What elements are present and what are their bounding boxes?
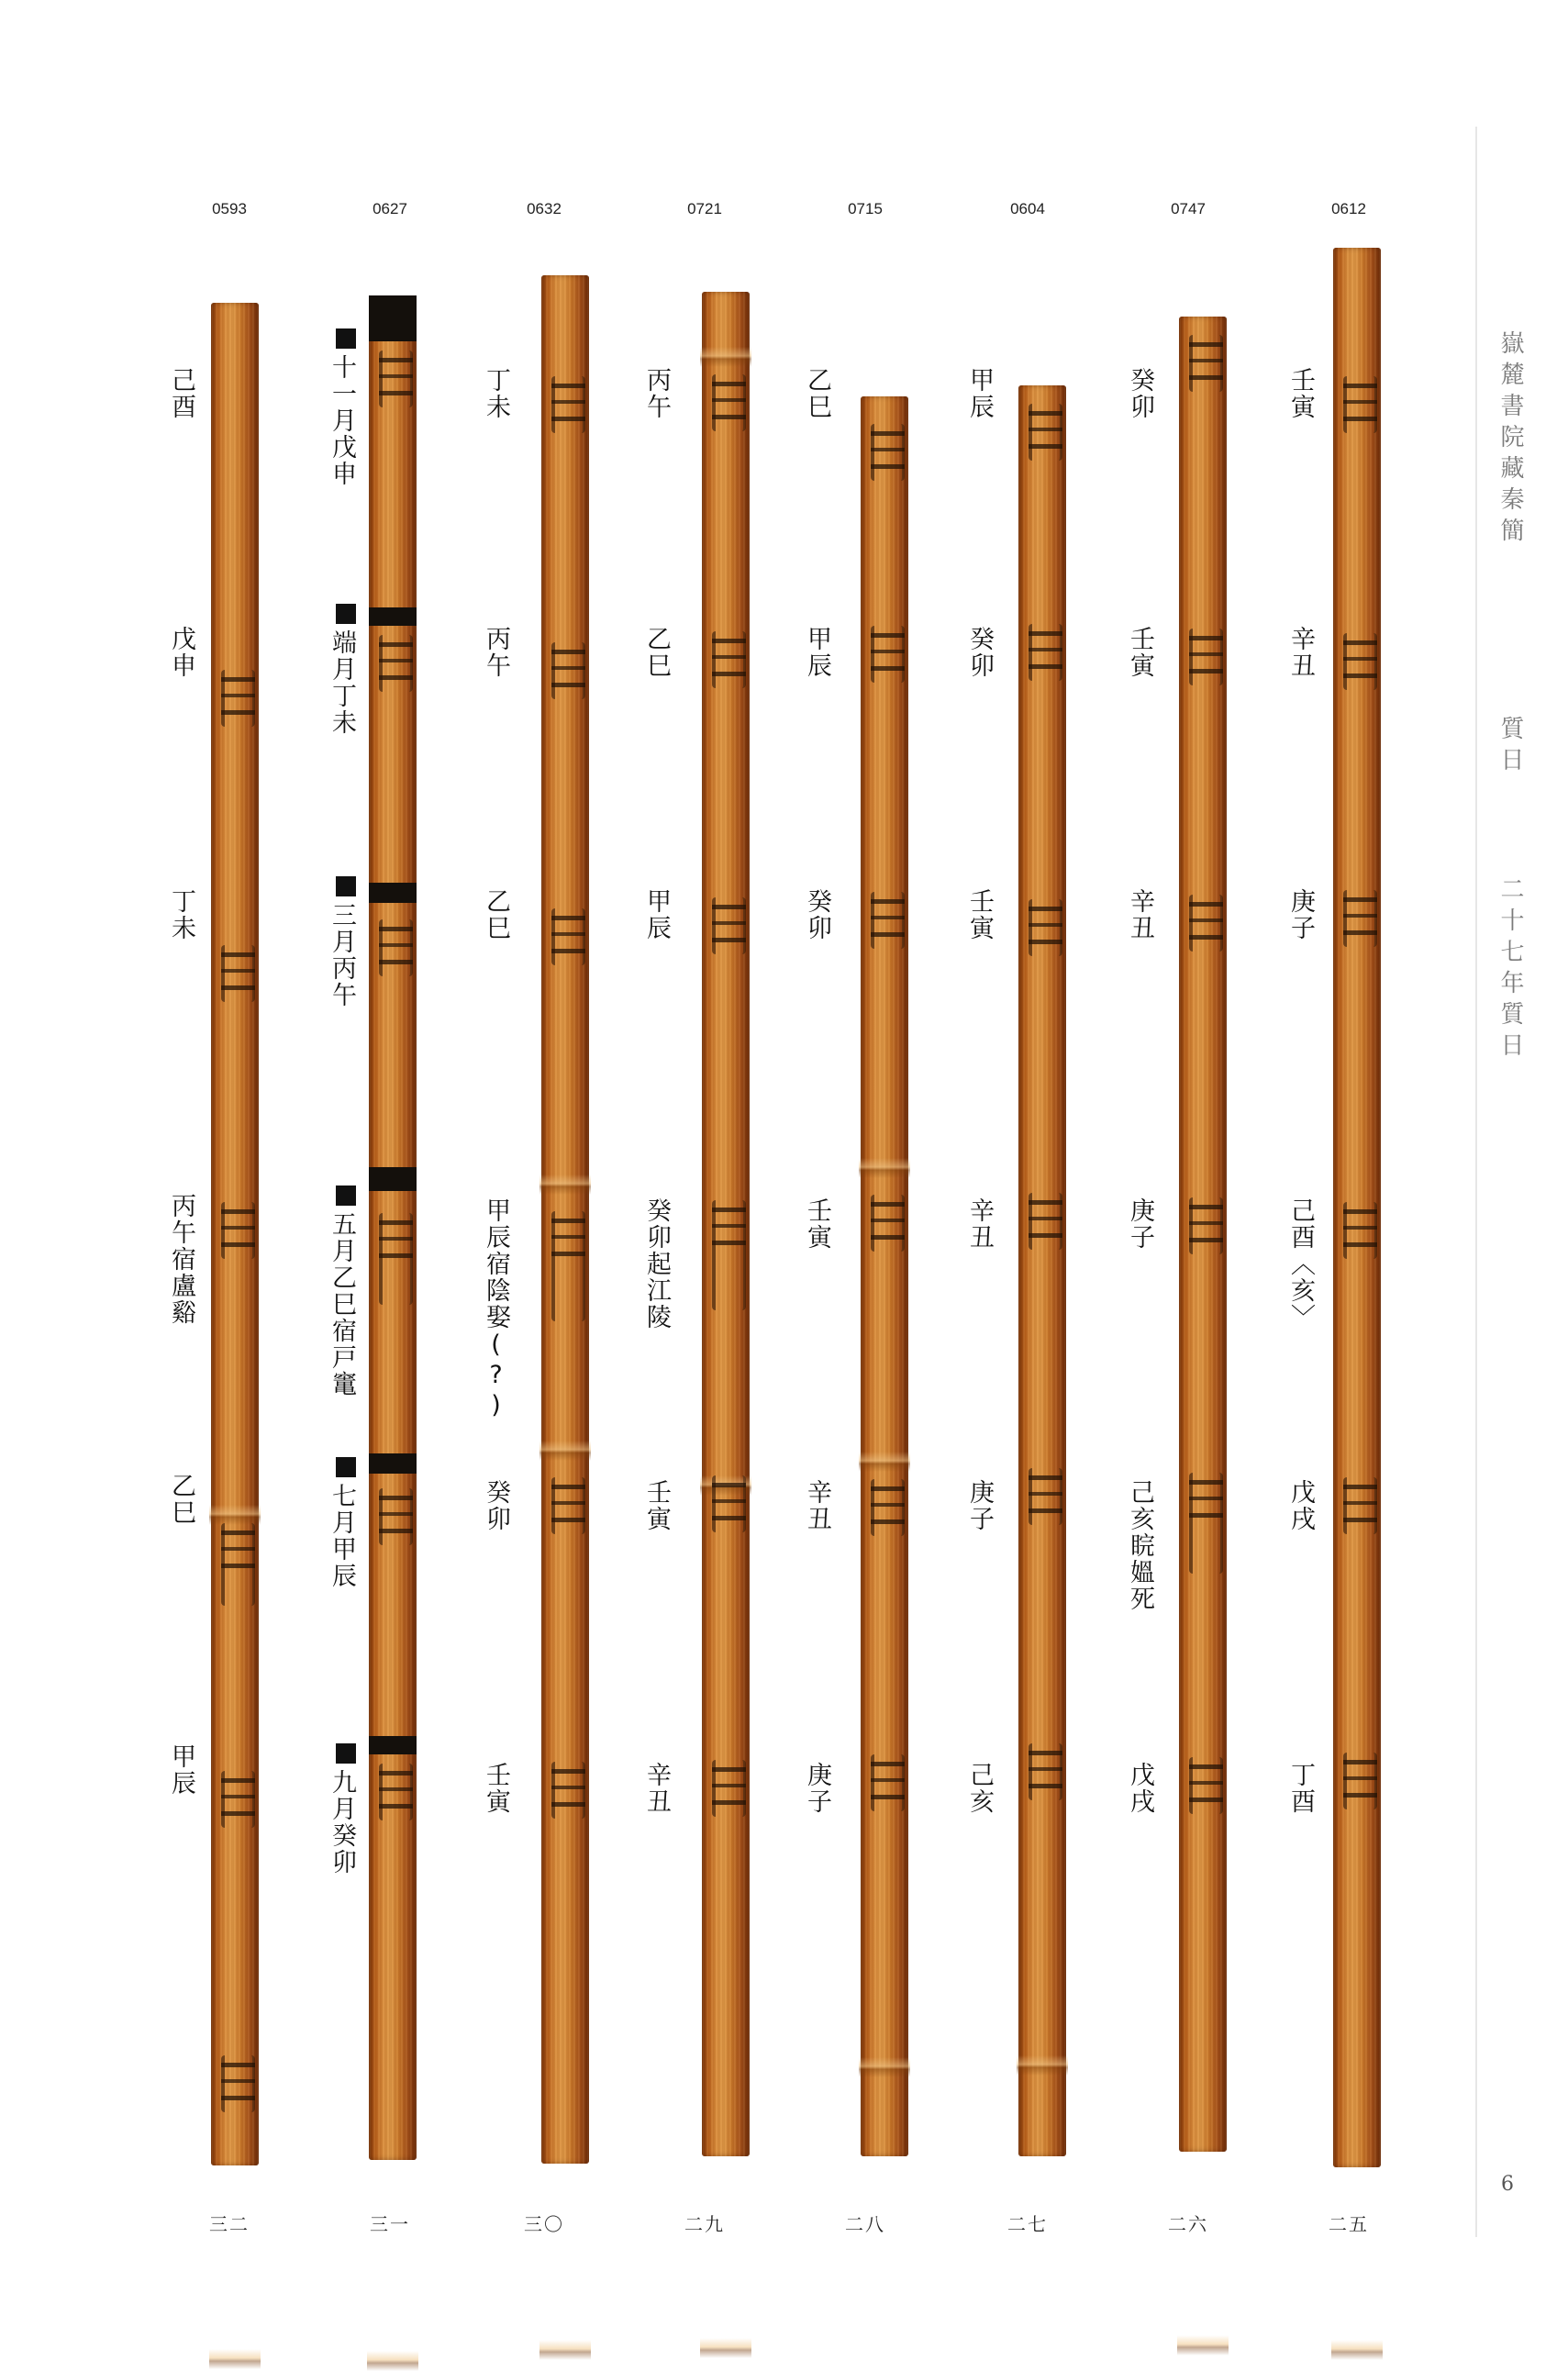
strip-column-0721 xyxy=(627,0,783,2294)
strip-entry: 己亥睆媼死 xyxy=(1126,1479,1154,1612)
strip-number: 0632 xyxy=(527,200,562,217)
strip-entry: 壬寅 xyxy=(803,1197,831,1251)
strip-entry: 癸卯 xyxy=(965,626,994,679)
section-marker xyxy=(336,328,356,349)
page-number: 6 xyxy=(1501,2173,1514,2196)
strip-entry: 丙午 xyxy=(482,626,510,679)
strip-entry: 癸卯 xyxy=(482,1479,510,1532)
strip-entry: 戊戌 xyxy=(1286,1479,1315,1532)
strip-entry: 辛丑 xyxy=(1126,888,1154,941)
order-number: 三一 xyxy=(370,2213,410,2235)
strip-entry: 甲辰宿陰娶(?) xyxy=(482,1197,510,1421)
margin-rule xyxy=(1475,127,1477,2237)
order-number: 三二 xyxy=(209,2213,250,2235)
strip-entry: 丁未 xyxy=(167,888,195,941)
strip-entry: 壬寅 xyxy=(1126,626,1154,679)
strip-number: 0604 xyxy=(1010,200,1045,217)
strip-entry: 己亥 xyxy=(965,1762,994,1815)
strip-column-0627 xyxy=(312,0,468,2294)
order-number: 二六 xyxy=(1168,2213,1208,2235)
strip-entry: 癸卯起江陵 xyxy=(642,1197,671,1330)
strip-entry: 壬寅 xyxy=(482,1762,510,1815)
strip-entry: 三月丙午 xyxy=(323,876,360,1008)
subsection-title: 二十七年質日 xyxy=(1496,876,1524,1063)
strip-entry: 乙巳 xyxy=(803,367,831,420)
strip-entry: 乙巳 xyxy=(167,1473,195,1526)
bamboo-slip xyxy=(369,295,417,2160)
section-marker xyxy=(336,1186,356,1206)
strip-entry: 辛丑 xyxy=(965,1197,994,1251)
strip-entry: 九月癸卯 xyxy=(323,1743,360,1876)
strip-entry: 壬寅 xyxy=(642,1479,671,1532)
order-number: 二八 xyxy=(845,2213,885,2235)
order-number: 二七 xyxy=(1007,2213,1048,2235)
strip-entry: 七月甲辰 xyxy=(323,1457,360,1589)
strip-entry: 戊戌 xyxy=(1126,1762,1154,1815)
strip-entry: 辛丑 xyxy=(1286,626,1315,679)
strip-column-0715 xyxy=(787,0,943,2294)
strip-column-0612 xyxy=(1271,0,1427,2294)
section-marker xyxy=(336,1743,356,1764)
strip-number: 0721 xyxy=(687,200,722,217)
strip-number: 0627 xyxy=(373,200,407,217)
bamboo-slip xyxy=(541,275,589,2164)
strip-entry: 丁未 xyxy=(482,367,510,420)
strip-number: 0747 xyxy=(1171,200,1206,217)
strip-entry: 庚子 xyxy=(1126,1197,1154,1251)
strip-column-0604 xyxy=(950,0,1106,2294)
section-title: 質日 xyxy=(1496,716,1524,778)
strip-entry: 癸卯 xyxy=(1126,367,1154,420)
bamboo-slip xyxy=(861,396,908,2156)
bamboo-slip xyxy=(1018,385,1066,2156)
strip-entry: 戊申 xyxy=(167,626,195,679)
strip-column-0747 xyxy=(1110,0,1266,2294)
strip-column-0593 xyxy=(151,0,307,2294)
strip-entry: 丙午 xyxy=(642,367,671,420)
strip-entry: 端月丁未 xyxy=(323,604,360,736)
strip-entry: 甲辰 xyxy=(803,626,831,679)
strip-entry: 丁酉 xyxy=(1286,1762,1315,1815)
strip-number: 0715 xyxy=(848,200,883,217)
strip-entry: 壬寅 xyxy=(1286,367,1315,420)
book-title: 嶽麓書院藏秦簡 xyxy=(1496,330,1524,549)
strip-entry: 己酉〈亥〉 xyxy=(1286,1197,1315,1330)
bamboo-slip xyxy=(702,292,750,2156)
bamboo-slip xyxy=(211,303,259,2165)
strip-entry: 甲辰 xyxy=(167,1743,195,1797)
strip-entry: 庚子 xyxy=(803,1762,831,1815)
strip-entry: 辛丑 xyxy=(803,1479,831,1532)
strip-entry: 甲辰 xyxy=(642,888,671,941)
strip-entry: 甲辰 xyxy=(965,367,994,420)
section-marker xyxy=(336,604,356,624)
order-number: 二五 xyxy=(1329,2213,1369,2235)
strip-column-0632 xyxy=(466,0,622,2294)
section-marker xyxy=(336,1457,356,1477)
strip-entry: 壬寅 xyxy=(965,888,994,941)
strip-entry: 乙巳 xyxy=(642,626,671,679)
strip-entry: 丙午宿盧谿 xyxy=(167,1193,195,1326)
strip-number: 0612 xyxy=(1331,200,1366,217)
strip-entry: 乙巳 xyxy=(482,888,510,941)
section-marker xyxy=(336,876,356,896)
strip-entry: 庚子 xyxy=(1286,888,1315,941)
strip-entry: 癸卯 xyxy=(803,888,831,941)
strip-entry: 五月乙巳宿戸竃 xyxy=(323,1186,360,1397)
strip-entry: 己酉 xyxy=(167,367,195,420)
strip-entry: 辛丑 xyxy=(642,1762,671,1815)
strip-entry: 十一月戊申 xyxy=(323,328,360,487)
bamboo-slip xyxy=(1179,317,1227,2152)
order-number: 三〇 xyxy=(524,2213,564,2235)
bamboo-slip xyxy=(1333,248,1381,2167)
strip-entry: 庚子 xyxy=(965,1479,994,1532)
strip-number: 0593 xyxy=(212,200,247,217)
order-number: 二九 xyxy=(684,2213,725,2235)
